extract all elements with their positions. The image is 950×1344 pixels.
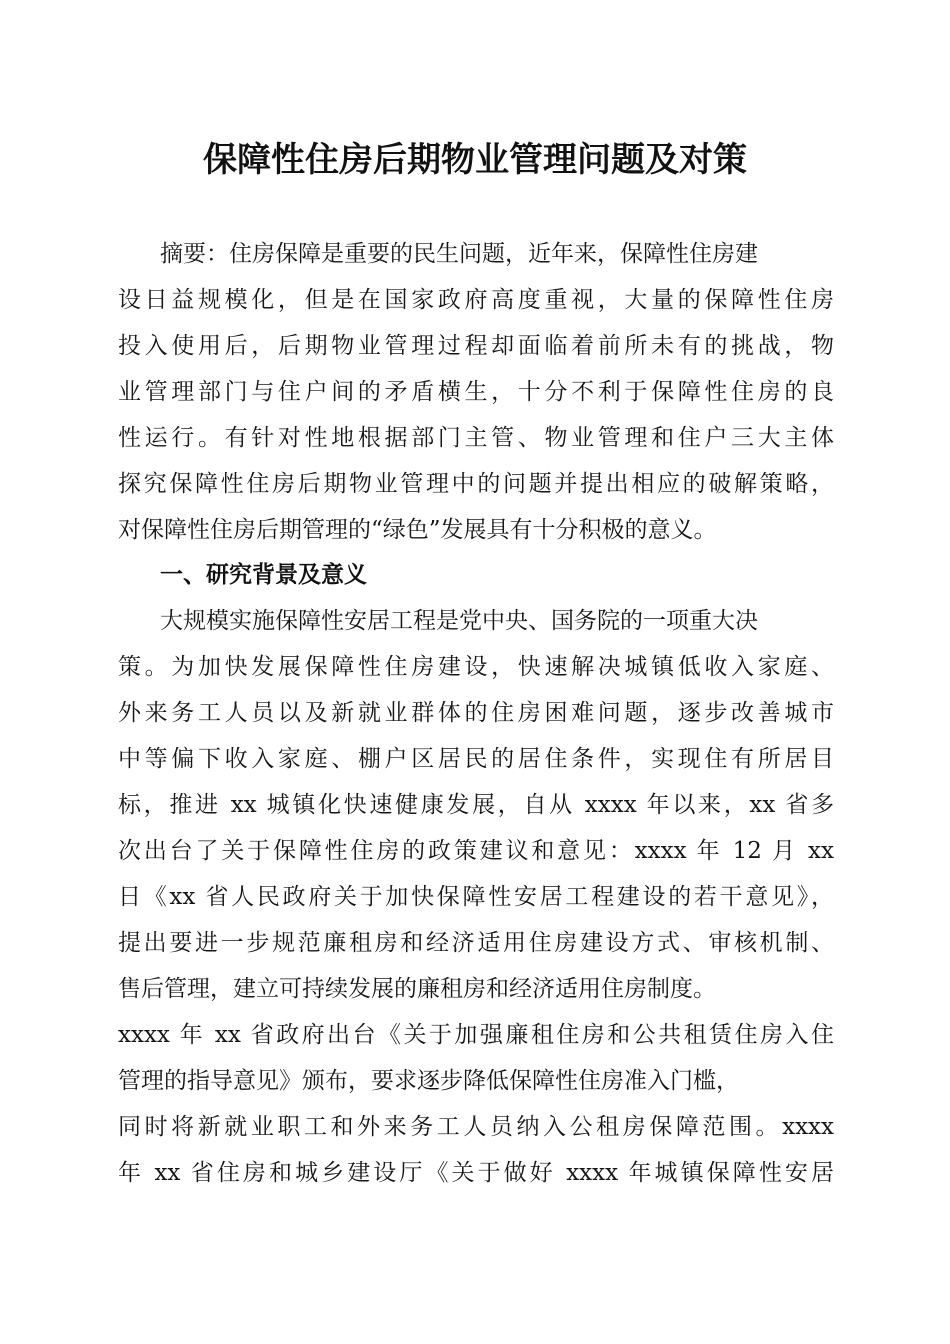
abstract-line-1: 摘要：住房保障是重要的民生问题，近年来，保障性住房建 <box>160 241 758 267</box>
abstract-line-4: 业管理部门与住户间的矛盾横生，十分不利于保障性住房的良 <box>118 379 834 405</box>
body-line-3: 外来务工人员以及新就业群体的住房困难问题，逐步改善城市 <box>118 700 834 726</box>
body-line-9: 售后管理，建立可持续发展的廉租房和经济适用住房制度。 <box>118 976 716 1002</box>
body-line-5: 标，推进 xx 城镇化快速健康发展，自从 xxxx 年以来，xx 省多 <box>118 792 834 818</box>
abstract-line-2: 设日益规模化，但是在国家政府高度重视，大量的保障性住房 <box>118 287 834 313</box>
document-title: 保障性住房后期物业管理问题及对策 <box>203 140 747 180</box>
body-line-8: 提出要进一步规范廉租房和经济适用住房建设方式、审核机制、 <box>118 930 834 956</box>
body-line-7: 日《xx 省人民政府关于加快保障性安居工程建设的若干意见》， <box>118 884 834 910</box>
abstract-line-7: 对保障性住房后期管理的“绿色”发展具有十分积极的意义。 <box>118 517 717 543</box>
abstract-line-6: 探究保障性住房后期物业管理中的问题并提出相应的破解策略， <box>118 471 834 497</box>
body-line-2: 策。为加快发展保障性住房建设，快速解决城镇低收入家庭、 <box>118 654 834 680</box>
section-heading: 一、研究背景及意义 <box>160 562 367 588</box>
body-line-11: 管理的指导意见》颁布，要求逐步降低保障性住房准入门槛， <box>118 1068 739 1094</box>
abstract-line-3: 投入使用后，后期物业管理过程却面临着前所未有的挑战，物 <box>118 333 834 359</box>
body-line-6: 次出台了关于保障性住房的政策建议和意见：xxxx 年 12 月 xx <box>118 838 834 864</box>
body-line-1: 大规模实施保障性安居工程是党中央、国务院的一项重大决 <box>160 608 758 634</box>
body-line-4: 中等偏下收入家庭、棚户区居民的居住条件，实现住有所居目 <box>118 746 834 772</box>
body-line-12: 同时将新就业职工和外来务工人员纳入公租房保障范围。xxxx <box>118 1114 834 1140</box>
body-line-10: xxxx 年 xx 省政府出台《关于加强廉租住房和公共租赁住房入住 <box>118 1022 834 1048</box>
abstract-line-5: 性运行。有针对性地根据部门主管、物业管理和住户三大主体 <box>118 425 834 451</box>
body-line-13: 年 xx 省住房和城乡建设厅《关于做好 xxxx 年城镇保障性安居 <box>118 1160 834 1186</box>
